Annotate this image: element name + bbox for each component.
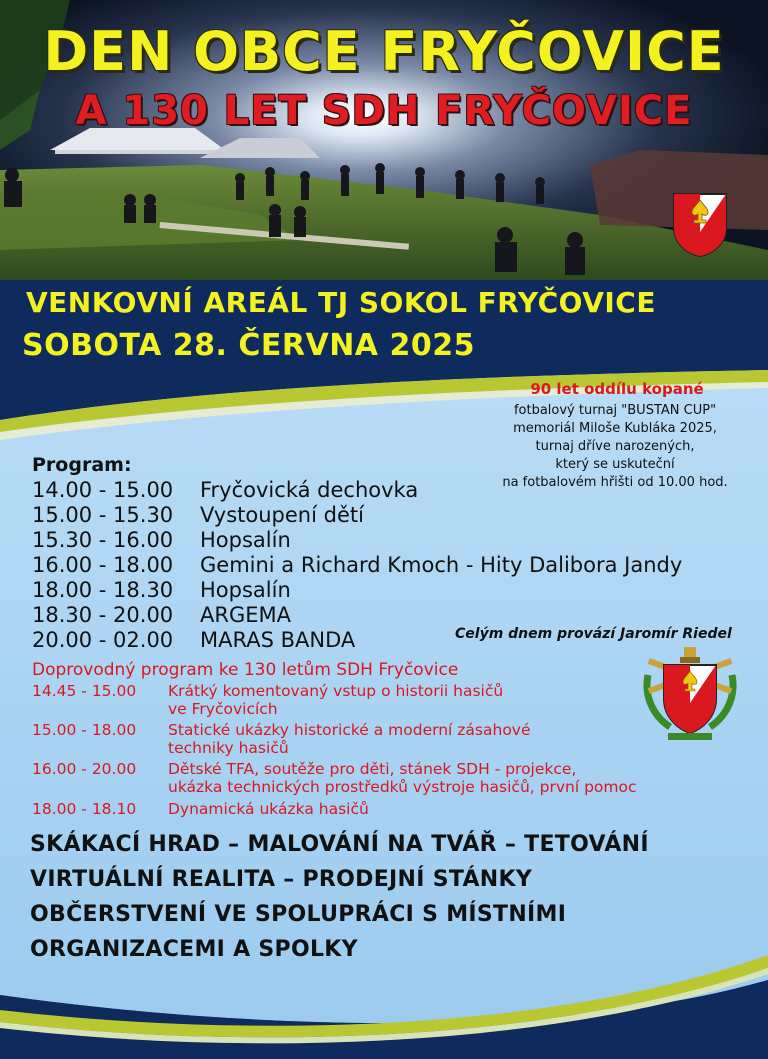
program-heading: Program: <box>32 454 132 476</box>
fire-brigade-badge-icon <box>640 645 740 745</box>
sdh-row <box>32 800 369 818</box>
program-row <box>32 603 291 627</box>
sdh-time: 15.00 - 18.00 <box>32 721 137 739</box>
program-act: Hopsalín <box>200 528 291 552</box>
program-time: 14.00 - 15.00 <box>32 478 174 502</box>
title-line-2: A 130 LET SDH FRYČOVICE <box>75 88 693 134</box>
program-row <box>32 503 364 527</box>
village-coat-of-arms-icon <box>672 192 728 258</box>
program-time: 15.00 - 15.30 <box>32 503 174 527</box>
program-time: 18.30 - 20.00 <box>32 603 174 627</box>
program-time: 15.30 - 16.00 <box>32 528 174 552</box>
sdh-act: Dětské TFA, soutěže pro děti, stánek SDH - projekce, <box>168 760 577 778</box>
program-row <box>32 528 291 552</box>
venue-text: VENKOVNÍ AREÁL TJ SOKOL FRYČOVICE <box>26 286 656 319</box>
football-line: turnaj dříve narozených, <box>535 439 695 454</box>
sdh-row-continuation: techniky hasičů <box>168 739 289 757</box>
sdh-act: Krátký komentovaný vstup o historii hasičů <box>168 682 504 700</box>
title-line-1: DEN OBCE FRYČOVICE <box>43 20 725 83</box>
program-time: 18.00 - 18.30 <box>32 578 174 602</box>
sdh-row <box>32 760 576 778</box>
program-row <box>32 578 291 602</box>
sdh-time: 18.00 - 18.10 <box>32 800 137 818</box>
program-act: Hopsalín <box>200 578 291 602</box>
date-text: SOBOTA 28. ČERVNA 2025 <box>22 328 475 363</box>
program-act: Fryčovická dechovka <box>200 478 419 502</box>
sdh-program-heading: Doprovodný program ke 130 letům SDH Fryčovice <box>32 660 459 680</box>
program-time: 16.00 - 18.00 <box>32 553 174 577</box>
extras-line: ORGANIZACEMI A SPOLKY <box>30 937 358 962</box>
sdh-act: Dynamická ukázka hasičů <box>168 800 369 818</box>
sdh-row-continuation: ukázka technických prostředků výstroje hasičů, první pomoc <box>168 778 637 796</box>
sdh-row-continuation: ve Fryčovicích <box>168 700 278 718</box>
sdh-row <box>32 682 503 700</box>
program-time: 20.00 - 02.00 <box>32 628 174 652</box>
sdh-time: 14.45 - 15.00 <box>32 682 137 700</box>
sdh-act: Statické ukázky historické a moderní zásahové <box>168 721 531 739</box>
accompaniment-note: Celým dnem provází Jaromír Riedel <box>455 626 732 642</box>
extras-line: SKÁKACÍ HRAD – MALOVÁNÍ NA TVÁŘ – TETOVÁNÍ <box>30 832 649 857</box>
football-line: na fotbalovém hřišti od 10.00 hod. <box>502 475 728 490</box>
sdh-time: 16.00 - 20.00 <box>32 760 137 778</box>
program-act: Gemini a Richard Kmoch - Hity Dalibora Jandy <box>200 553 683 577</box>
football-line: který se uskuteční <box>555 457 675 472</box>
program-act: ARGEMA <box>200 603 291 627</box>
program-act: MARAS BANDA <box>200 628 356 652</box>
extras-line: VIRTUÁLNÍ REALITA – PRODEJNÍ STÁNKY <box>30 867 533 892</box>
program-row <box>32 553 682 577</box>
program-act: Vystoupení dětí <box>200 503 364 527</box>
program-row <box>32 478 418 502</box>
football-line: fotbalový turnaj "BUSTAN CUP" <box>513 403 717 418</box>
program-row <box>32 628 355 652</box>
football-title: 90 let oddílu kopané <box>530 380 704 398</box>
sdh-row <box>32 721 531 739</box>
football-line: memoriál Miloše Kubláka 2025, <box>513 421 717 436</box>
extras-line: OBČERSTVENÍ VE SPOLUPRÁCI S MÍSTNÍMI <box>30 902 567 927</box>
